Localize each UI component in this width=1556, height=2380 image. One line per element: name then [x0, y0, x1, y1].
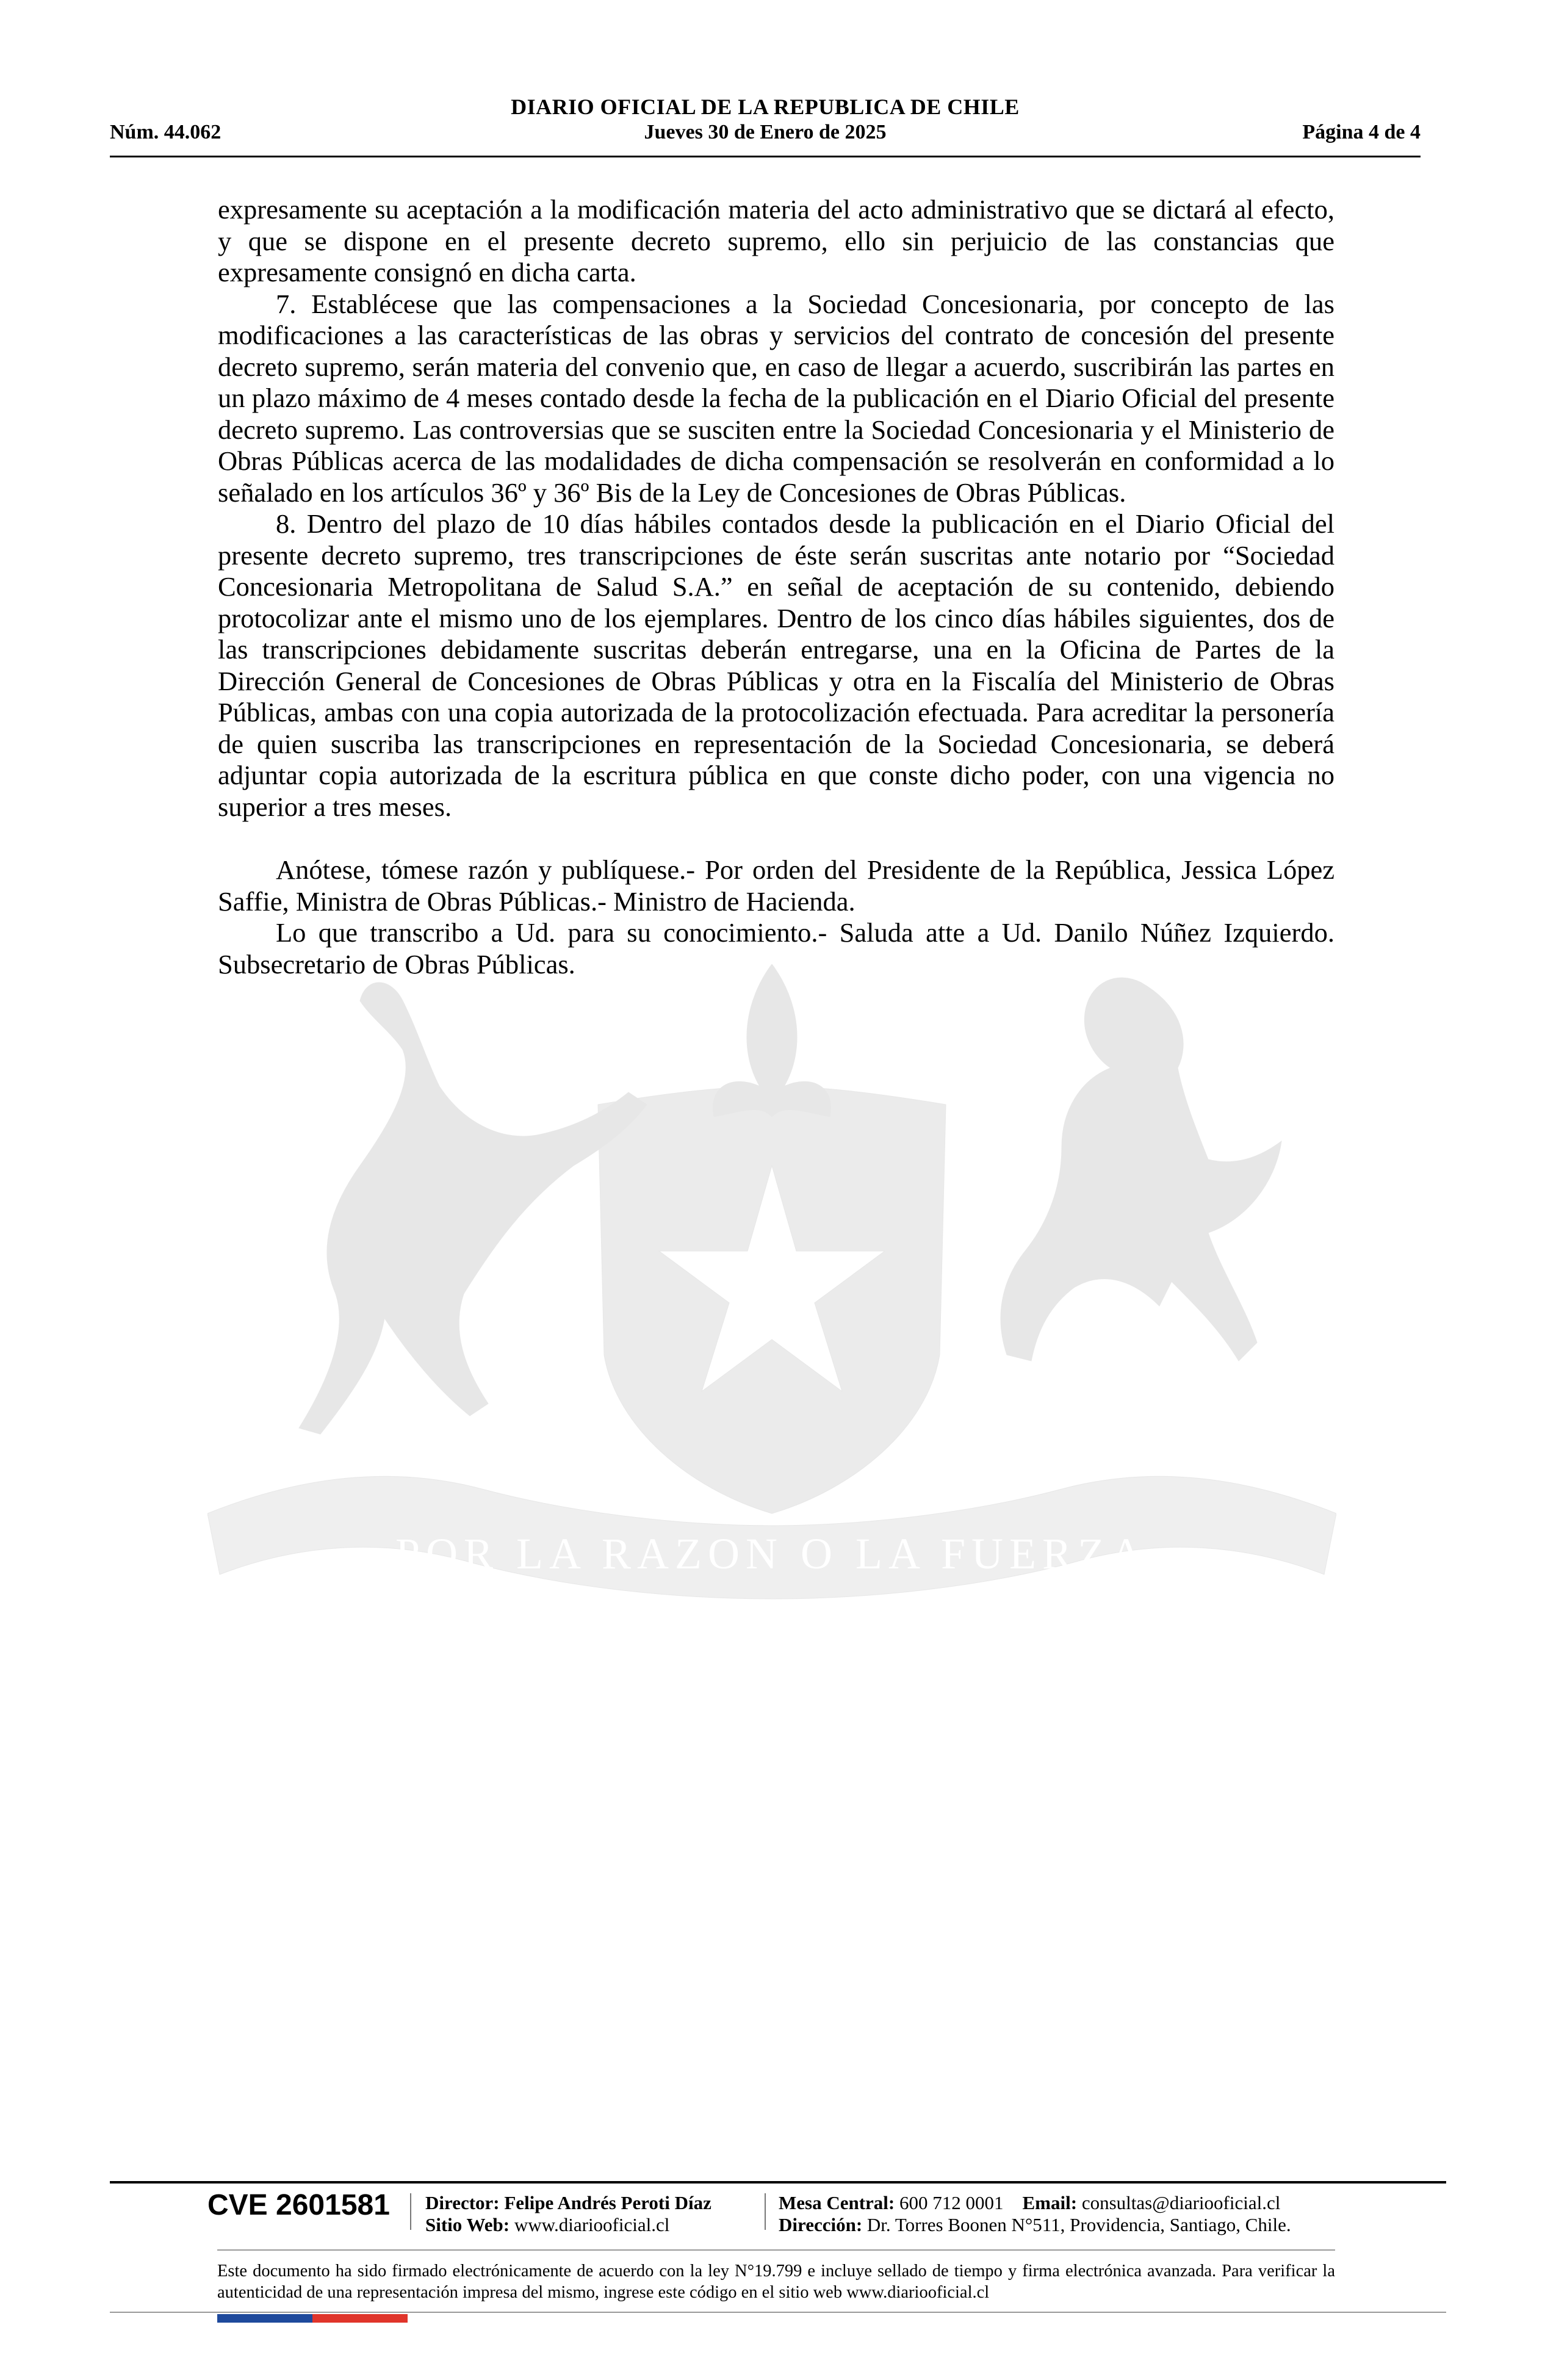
article-8-paragraph: 8. Dentro del plazo de 10 días hábiles contados desde la publicación en el Diario Oficial del presente decreto supremo, tres transcripciones de éste serán suscritas ante notario por “Sociedad Concesionaria Metropolitana de Salud S.A.” en señal de aceptación de su contenido, debiendo protocolizar ante el mismo uno de los ejemplares. Dentro de los cinco días hábiles siguientes, dos de las transcripciones debidamente suscritas deberán entregarse, una en la Oficina de Partes de la Dirección General de Concesiones de Obras Públicas y otra en la Fiscalía del Ministerio de Obras Públicas, ambas con una copia autorizada de la protocolización efectuada. Para acreditar la personería de quien suscriba las transcripciones en representación de la Sociedad Concesionaria, se deberá adjuntar copia autorizada de la escritura pública en que conste dicho poder, con una vigencia no superior a tres meses. [218, 508, 1334, 822]
director-label: Director: [425, 2192, 500, 2213]
issue-number: Núm. 44.062 [110, 121, 222, 143]
phone-number: 600 712 0001 [899, 2192, 1004, 2213]
footer-contact-block [779, 2192, 1291, 2236]
issue-date: Jueves 30 de Enero de 2025 [644, 121, 887, 143]
publication-title: DIARIO OFICIAL DE LA REPUBLICA DE CHILE [511, 95, 1020, 119]
footer-inner-divider [217, 2249, 1335, 2251]
coat-of-arms-watermark-icon [207, 964, 1336, 1672]
electronic-signature-disclaimer: Este documento ha sido firmado electrónicamente de acuerdo con la ley N°19.799 e incluye sellado de tiempo y firma electrónica avanzada. Para verificar la autenticidad de una representación impresa del mismo, ingrese este código en el sitio web www.diariooficial.cl [217, 2262, 1335, 2302]
cve-code: CVE 2601581 [207, 2189, 390, 2221]
footer-separator [410, 2193, 411, 2230]
decree-body [218, 194, 1334, 980]
email-link[interactable]: consultas@diariooficial.cl [1081, 2192, 1281, 2213]
footer-director-block [425, 2192, 711, 2236]
flag-blue-segment [217, 2314, 312, 2323]
footer-separator [765, 2193, 766, 2230]
page-number: Página 4 de 4 [1302, 121, 1421, 143]
footer-bottom-divider [110, 2312, 1446, 2313]
phone-label: Mesa Central: [779, 2192, 895, 2213]
paragraph-continuation: expresamente su aceptación a la modificación materia del acto administrativo que se dictará al efecto, y que se dispone en el presente decreto supremo, ello sin perjuicio de las constancias que expresamente consignó en dicha carta. [218, 194, 1334, 287]
closing-signature-paragraph: Anótese, tómese razón y publíquese.- Por orden del Presidente de la República, Jessica López Saffie, Ministra de Obras Públicas.- Ministro de Hacienda. [218, 854, 1334, 917]
flag-red-segment [312, 2314, 408, 2323]
director-name: Felipe Andrés Peroti Díaz [504, 2192, 711, 2213]
transcription-paragraph: Lo que transcribo a Ud. para su conocimiento.- Saluda atte a Ud. Danilo Núñez Izquierdo. Subsecretario de Obras Públicas. [218, 917, 1334, 979]
page-header [110, 92, 1421, 159]
footer-divider [110, 2181, 1446, 2183]
address-text: Dr. Torres Boonen N°511, Providencia, Santiago, Chile. [866, 2214, 1291, 2235]
website-label: Sitio Web: [425, 2214, 510, 2235]
website-link[interactable]: www.diariooficial.cl [514, 2214, 670, 2235]
coat-of-arms-motto: POR LA RAZON O LA FUERZA [395, 1529, 1149, 1578]
address-label: Dirección: [779, 2214, 863, 2235]
chile-flag-bar [217, 2314, 408, 2323]
article-7-paragraph: 7. Establécese que las compensaciones a la Sociedad Concesionaria, por concepto de las modificaciones a las características de las obras y servicios del contrato de concesión del presente decreto supremo, serán materia del convenio que, en caso de llegar a acuerdo, suscribirán las partes en un plazo máximo de 4 meses contado desde la fecha de la publicación en el Diario Oficial del presente decreto supremo. Las controversias que se susciten entre la Sociedad Concesionaria y el Ministerio de Obras Públicas acerca de las modalidades de dicha compensación se resolverán en conformidad a lo señalado en los artículos 36º y 36º Bis de la Ley de Concesiones de Obras Públicas. [218, 288, 1334, 508]
email-label: Email: [1022, 2192, 1078, 2213]
header-divider [110, 156, 1421, 157]
